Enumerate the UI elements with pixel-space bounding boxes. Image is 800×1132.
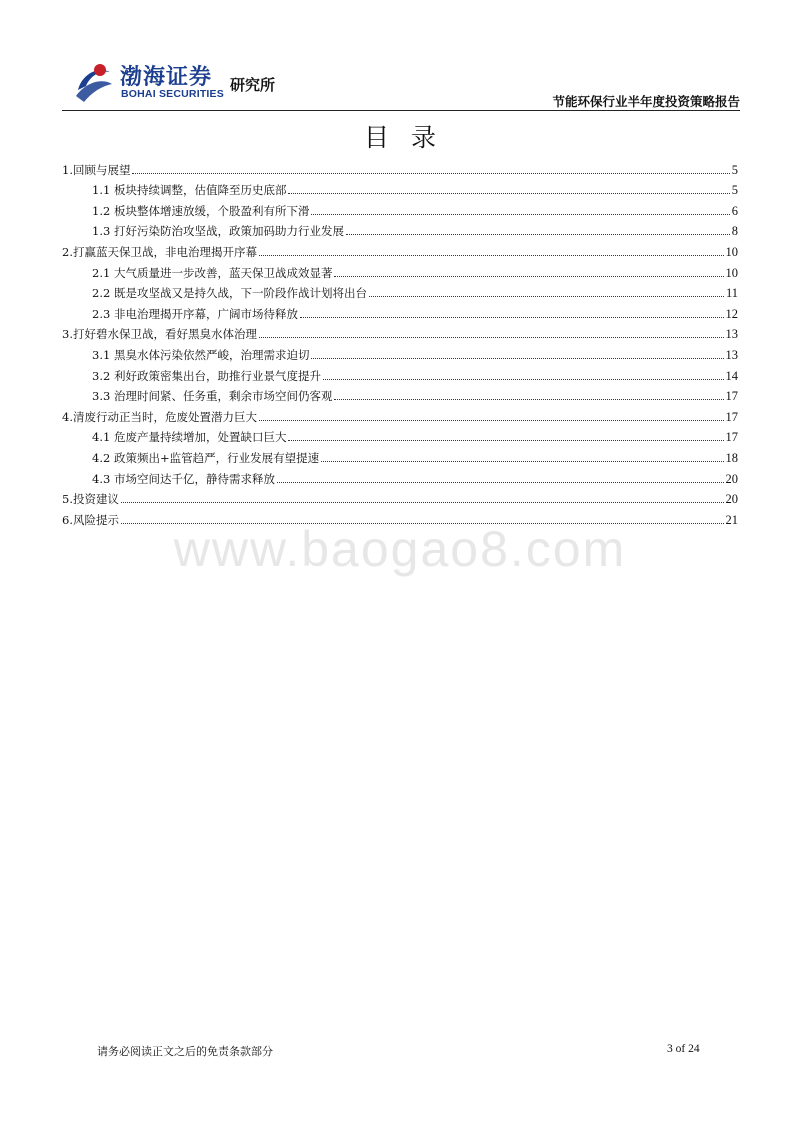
toc-entry[interactable] [62,238,738,259]
toc-dot-leader [323,379,724,380]
toc-entry-label: 2.打赢蓝天保卫战，非电治理揭开序幕 [62,244,257,259]
toc-entry[interactable] [62,300,738,321]
toc-entry-label: 1.2 板块整体增速放缓，个股盈利有所下滑 [92,203,310,218]
toc-entry-label: 5.投资建议 [62,492,119,507]
toc-entry-page: 17 [725,430,738,445]
page-indicator: 3 of 24 [667,1043,700,1055]
toc-dot-leader [334,399,723,400]
logo-chinese-name: 渤海证券 [120,65,213,90]
toc-dot-leader [369,296,724,297]
toc-dot-leader [311,358,723,359]
report-title: 节能环保行业半年度投资策略报告 [552,94,740,109]
institute-label: 研究所 [230,76,276,94]
toc-entry-page: 18 [725,450,738,465]
toc-entry[interactable] [62,259,738,280]
toc-entry-page: 13 [725,327,738,342]
toc-entry-page: 17 [725,409,738,424]
toc-dot-leader [259,337,724,338]
toc-dot-leader [288,440,723,441]
toc-entry-label: 2.3 非电治理揭开序幕，广阔市场待释放 [92,306,298,321]
toc-entry[interactable] [62,486,738,507]
bohai-securities-logo [72,58,276,106]
toc-entry-page: 14 [725,368,738,383]
toc-entry-label: 2.2 既是攻坚战又是持久战，下一阶段作战计划将出台 [92,286,367,301]
toc-entry-page: 20 [725,471,738,486]
watermark: www.baogao8.com [173,521,627,577]
toc-dot-leader [300,317,724,318]
toc-entry[interactable] [62,341,738,362]
toc-entry-label: 1.回顾与展望 [62,162,131,177]
toc-entry-label: 2.1 大气质量进一步改善，蓝天保卫战成效显著 [92,265,333,280]
toc-entry-page: 17 [725,389,738,404]
toc-entry[interactable] [62,218,738,239]
toc-entry[interactable] [62,444,738,465]
toc-entry-label: 6.风险提示 [62,512,119,527]
toc-dot-leader [288,193,729,194]
toc-dot-leader [334,276,723,277]
toc-dot-leader [259,420,724,421]
toc-entry[interactable] [62,362,738,383]
toc-entry-page: 5 [731,183,738,198]
toc-dot-leader [259,255,724,256]
toc-title: 目录 [363,123,458,152]
toc-entry[interactable] [62,403,738,424]
toc-entry-page: 20 [725,492,738,507]
toc-entry-label: 4.3 市场空间达千亿，静待需求释放 [92,471,275,486]
bohai-logo-icon [72,60,116,104]
toc-entry[interactable] [62,424,738,445]
toc-entry[interactable] [62,197,738,218]
toc-entry-page: 10 [725,265,738,280]
toc-entry-label: 3.打好碧水保卫战，看好黑臭水体治理 [62,327,257,342]
page-header [62,56,740,110]
toc-entry[interactable] [62,280,738,301]
toc-dot-leader [277,482,724,483]
toc-entry-label: 3.3 治理时间紧、任务重，剩余市场空间仍客观 [92,389,333,404]
toc-entry-page: 6 [731,203,738,218]
toc-entry-page: 12 [725,306,738,321]
toc-entry[interactable] [62,177,738,198]
toc-entry-page: 11 [725,286,738,301]
toc-entry-label: 3.2 利好政策密集出台，助推行业景气度提升 [92,368,321,383]
toc-entry-page: 10 [725,244,738,259]
toc-entry-page: 13 [725,347,738,362]
toc-entry[interactable] [62,156,738,177]
toc-entry-label: 4.2 政策频出+监管趋严，行业发展有望提速 [92,450,320,465]
toc-entry-label: 3.1 黑臭水体污染依然严峻，治理需求迫切 [92,347,310,362]
toc-entry-page: 8 [731,224,738,239]
toc-entry-label: 4.1 危废产量持续增加，处置缺口巨大 [92,430,287,445]
toc-entry-page: 5 [731,162,738,177]
toc-entry-label: 1.1 板块持续调整，估值降至历史底部 [92,183,287,198]
toc-entry-page: 21 [725,512,738,527]
header-divider [62,110,740,111]
toc-dot-leader [321,461,723,462]
toc-entry-label: 4.清废行动正当时，危废处置潜力巨大 [62,409,257,424]
table-of-contents [62,156,738,527]
toc-entry[interactable] [62,321,738,342]
toc-dot-leader [132,173,729,174]
toc-dot-leader [121,502,724,503]
toc-entry-label: 1.3 打好污染防治攻坚战，政策加码助力行业发展 [92,224,344,239]
toc-dot-leader [311,214,729,215]
logo-english-name: BOHAI SECURITIES [121,88,224,100]
footer-disclaimer: 请务必阅读正文之后的免责条款部分 [97,1045,273,1058]
toc-entry[interactable] [62,465,738,486]
toc-dot-leader [346,234,730,235]
toc-entry[interactable] [62,383,738,404]
